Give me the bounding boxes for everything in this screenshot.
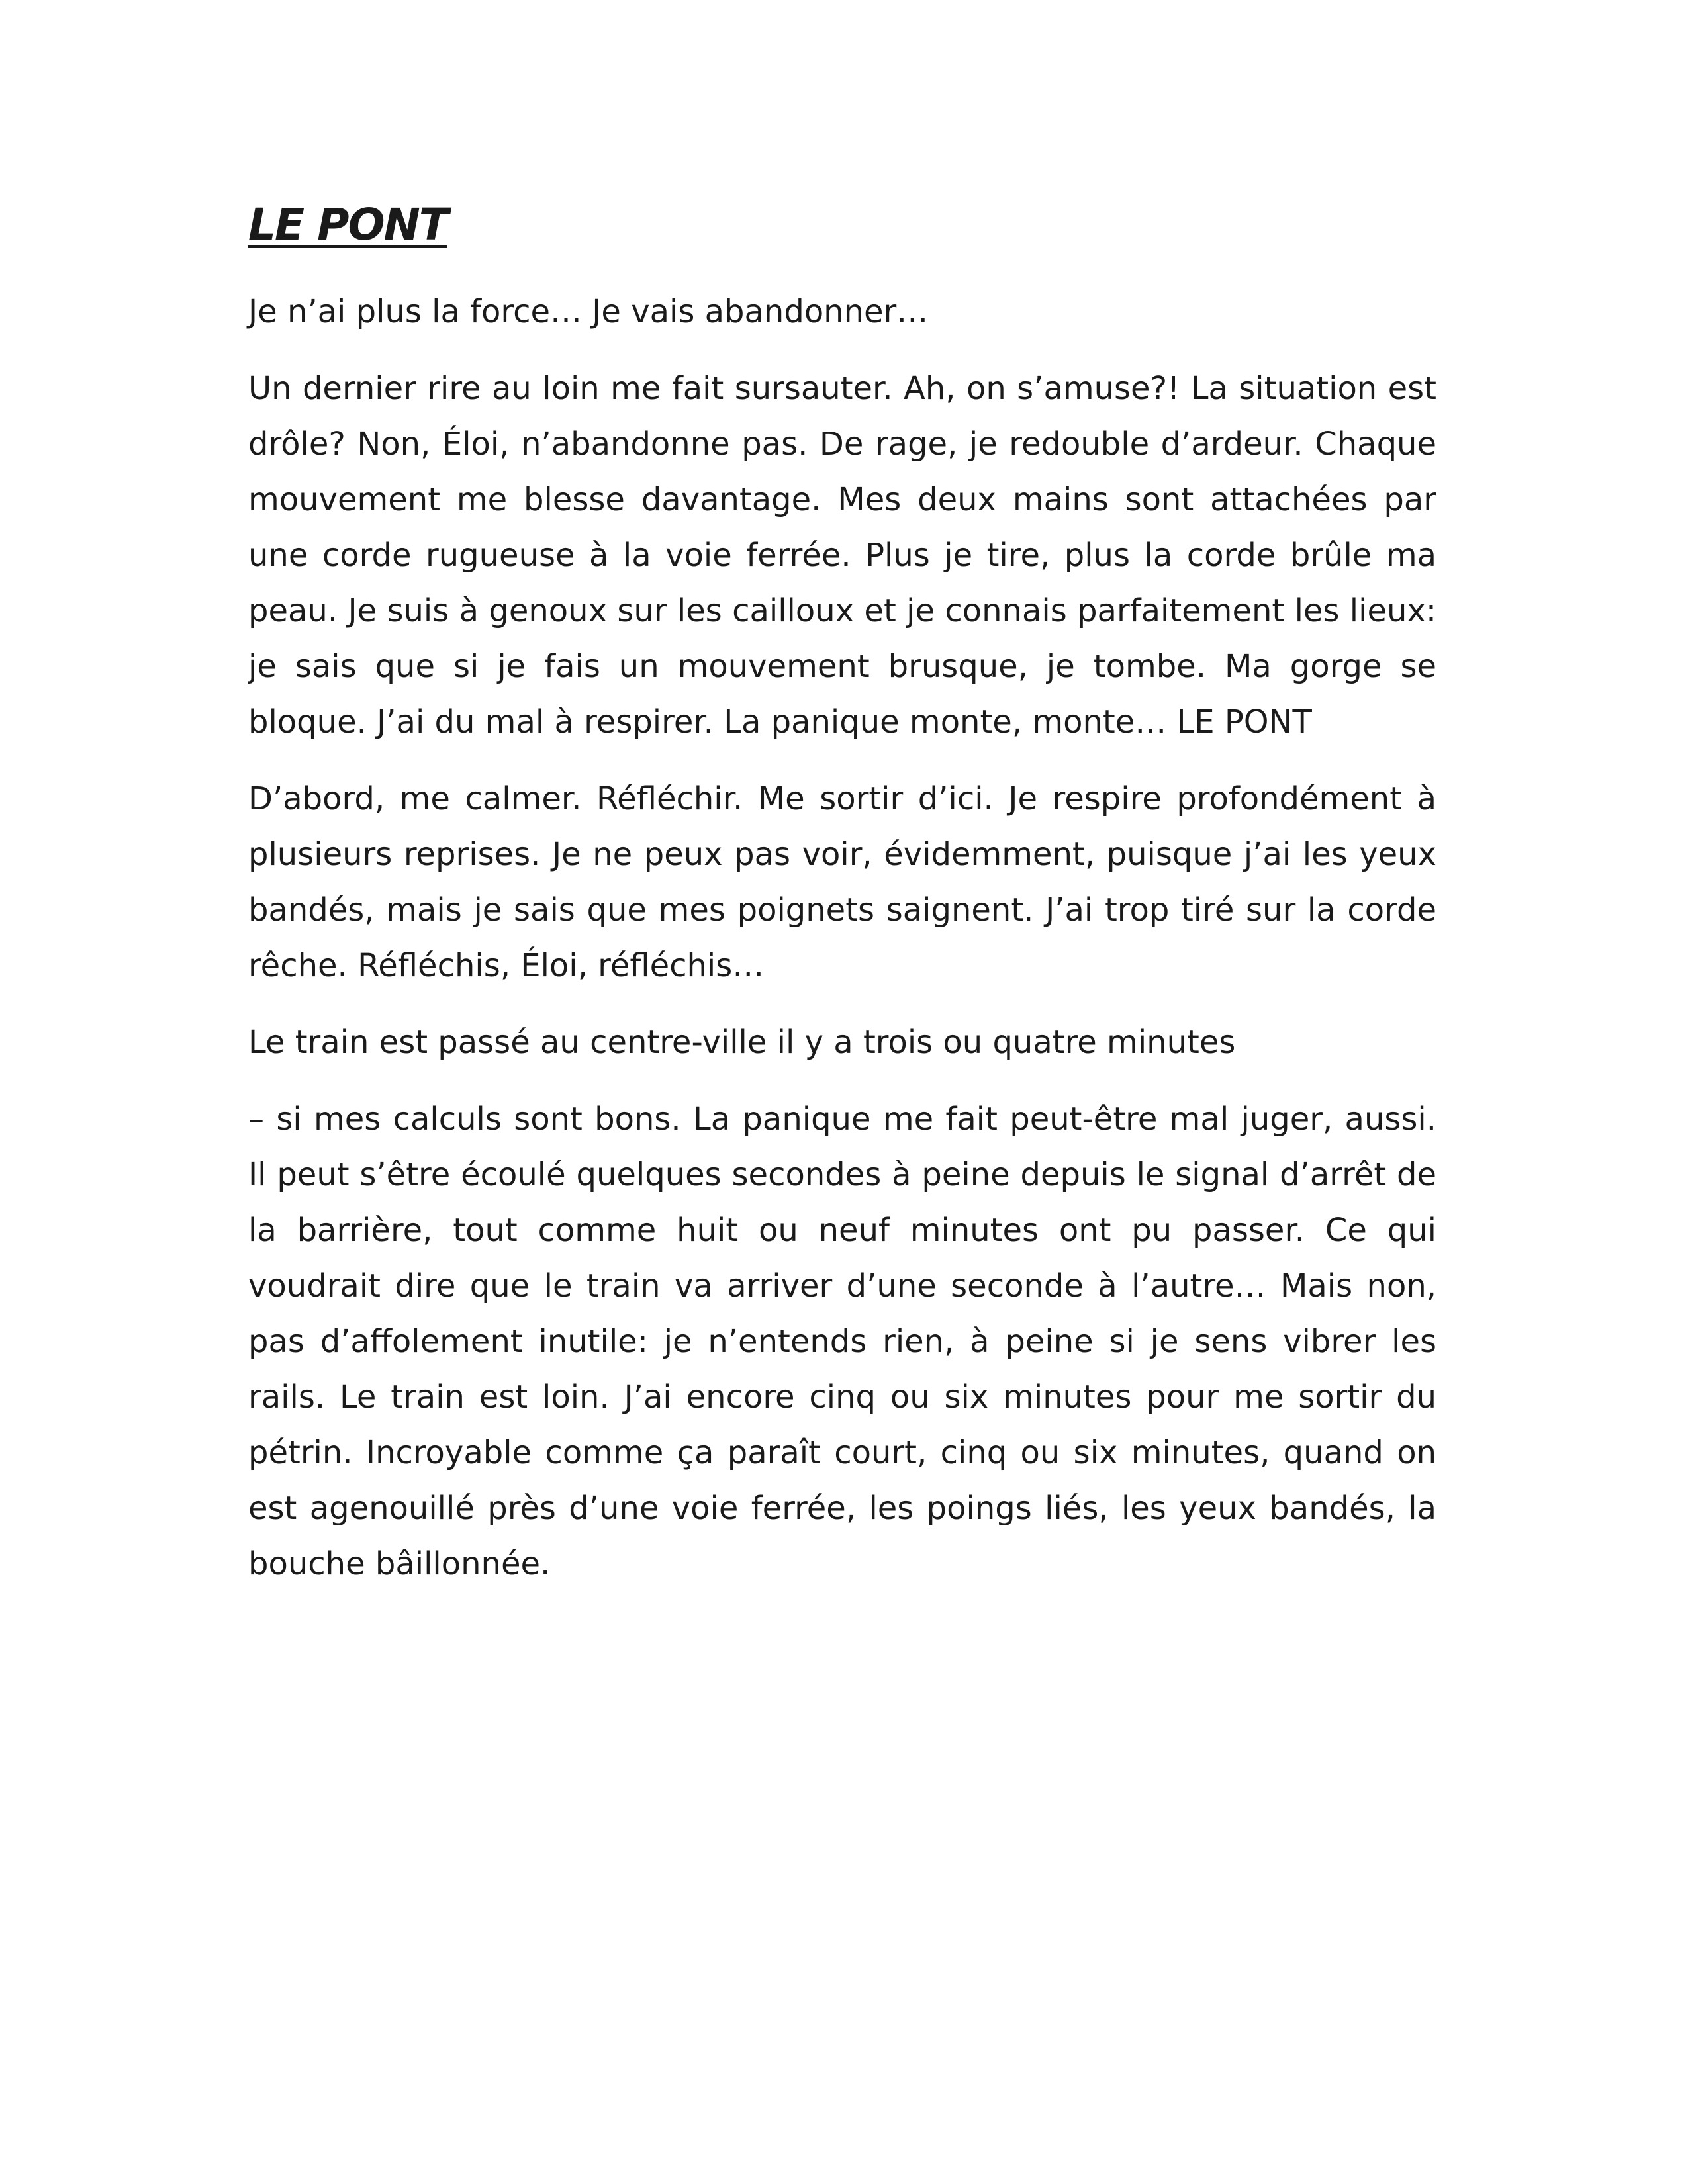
paragraph-3: D’abord, me calmer. Réfléchir. Me sortir d’ici. Je respire profondément à plusieurs reprises. Je ne peux pas voir, évidemment, puisque j’ai les yeux bandés, mais je sais que mes poignets saignent. J’ai trop tiré sur la corde rêche. Réfléchis, Éloi, réfléchis… bbox=[248, 780, 1436, 985]
paragraph-1: Je n’ai plus la force… Je vais abandonner… bbox=[248, 293, 929, 331]
document-title: LE PONT bbox=[248, 199, 447, 250]
paragraph-5: – si mes calculs sont bons. La panique me fait peut-être mal juger, aussi. Il peut s’être écoulé quelques secondes à peine depuis le signal d’arrêt de la barrière, tout comme huit ou neuf minutes ont pu passer. Ce qui voudrait dire que le train va arriver d’une seconde à l’autre… Mais non, pas d’affolement inutile: je n’entends rien, à peine si je sens vibrer les rails. Le train est loin. J’ai encore cinq ou six minutes pour me sortir du pétrin. Incroyable comme ça paraît court, cinq ou six minutes, quand on est agenouillé près d’une voie ferrée, les poings liés, les yeux bandés, la bouche bâillonnée. bbox=[248, 1101, 1436, 1583]
document-page bbox=[248, 199, 1436, 1613]
paragraph-2: Un dernier rire au loin me fait sursauter. Ah, on s’amuse?! La situation est drôle? Non, Éloi, n’abandonne pas. De rage, je redouble d’ardeur. Chaque mouvement me blesse davantage. Mes deux mains sont attachées par une corde rugueuse à la voie ferrée. Plus je tire, plus la corde brûle ma peau. Je suis à genoux sur les cailloux et je connais parfaitement les lieux: je sais que si je fais un mouvement brusque, je tombe. Ma gorge se bloque. J’ai du mal à respirer. La panique monte, monte… LE PONT bbox=[248, 370, 1436, 741]
paragraph-4: Le train est passé au centre-ville il y a trois ou quatre minutes bbox=[248, 1024, 1236, 1062]
